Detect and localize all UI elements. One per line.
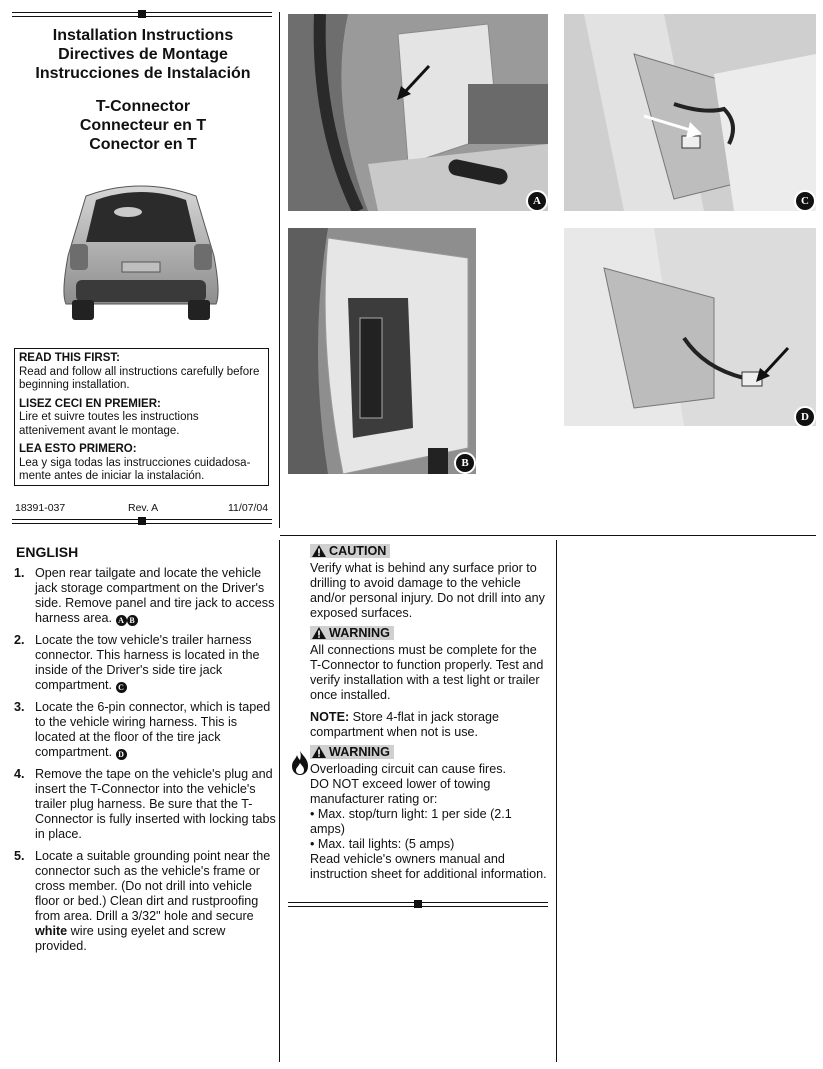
- caution-label-text: CAUTION: [329, 544, 387, 558]
- step-number: 2.: [14, 633, 25, 647]
- product-french: Connecteur en T: [79, 117, 207, 134]
- english-heading: ENGLISH: [16, 544, 79, 560]
- warning-line: • Max. tail lights: (5 amps): [310, 837, 455, 851]
- caution-text: Verify what is behind any surface prior to drilling to avoid damage to the vehicle and/or personal injury. Do not drill into any exposed surfaces.: [310, 561, 545, 620]
- top-rule-marker: [138, 10, 146, 18]
- note: [310, 710, 548, 740]
- product-english: T-Connector: [95, 98, 191, 115]
- caution-label: [310, 544, 390, 558]
- photo-d: [564, 228, 816, 426]
- step-1: [14, 566, 276, 626]
- read-first-heading-es: LEA ESTO PRIMERO:: [19, 443, 137, 455]
- photo-ref-a: A: [116, 615, 127, 626]
- step-text: Locate a suitable grounding point near the connector such as the vehicle's frame or cross member. (Do not drill into vehicle floor or bed.) Clean dirt and rustproofing from area. Drill a 3/32" hole and secure: [35, 849, 271, 923]
- step-number: 4.: [14, 767, 25, 781]
- photo-b: [288, 228, 476, 474]
- title-spanish: Instrucciones de Instalación: [35, 65, 251, 82]
- title-english: Installation Instructions: [52, 27, 234, 44]
- warning-label-text: WARNING: [329, 626, 390, 640]
- step-2: [14, 633, 276, 693]
- step-text: Remove the tape on the vehicle's plug and insert the T-Connector into the vehicle's trailer plug harness. Be sure that the T-Connector is fully inserted with locking tabs in place.: [35, 767, 276, 841]
- column-divider-right: [556, 540, 557, 1062]
- photo-label-a: A: [526, 190, 548, 211]
- warning-block-1: [310, 626, 548, 740]
- date: 11/07/04: [228, 502, 269, 514]
- step-number: 3.: [14, 700, 25, 714]
- read-first-heading-en: READ THIS FIRST:: [19, 352, 120, 364]
- warning-label: [310, 745, 394, 759]
- read-first-text-en: Read and follow all instructions carefully before beginning installation.: [19, 365, 260, 391]
- warning-line: DO NOT exceed lower of towing manufacturer rating or:: [310, 777, 491, 806]
- read-first-text-fr: Lire et suivre toutes les instructions attenivement avant le montage.: [19, 411, 199, 437]
- photo-label-c: C: [794, 190, 816, 211]
- fire-icon: [290, 750, 310, 776]
- arrow-pointer-icon: [393, 62, 433, 102]
- warning-line: Overloading circuit can cause fires.: [310, 762, 506, 776]
- arrow-pointer-icon: [752, 344, 792, 384]
- vehicle-rear-illustration: [56, 176, 226, 336]
- warning-line: • Max. stop/turn light: 1 per side (2.1 amps): [310, 807, 512, 836]
- warning-line: Read vehicle's owners manual and instruction sheet for additional information.: [310, 852, 547, 881]
- note-text: Store 4-flat in jack storage compartment when not is use.: [310, 710, 499, 739]
- step-5: [14, 849, 276, 954]
- photo-a: [288, 14, 548, 211]
- arrow-pointer-icon: [642, 110, 704, 140]
- photo-ref-b: B: [127, 615, 138, 626]
- note-label: NOTE:: [310, 710, 350, 724]
- step-text: Open rear tailgate and locate the vehicle jack storage compartment on the Driver's side. Remove panel and tire jack to access harness area.: [35, 566, 275, 625]
- step-text-bold: white: [35, 924, 68, 938]
- step-number: 1.: [14, 566, 25, 580]
- photo-ref-d: D: [116, 749, 127, 760]
- warning-label: [310, 626, 394, 640]
- part-number: 18391-037: [15, 502, 66, 514]
- read-first-text-es: Lea y siga todas las instrucciones cuidadosa-mente antes de iniciar la instalación.: [19, 456, 251, 482]
- title-block: [14, 26, 272, 154]
- header-bottom-marker: [138, 517, 146, 525]
- warning-label-text: WARNING: [329, 745, 390, 759]
- read-first-box: [14, 348, 269, 486]
- revision: Rev. A: [128, 502, 159, 514]
- step-text: wire using eyelet and screw provided.: [35, 924, 226, 953]
- warning-block-2: [310, 745, 548, 882]
- product-spanish: Conector en T: [89, 136, 197, 153]
- warning-triangle-icon: [312, 545, 326, 557]
- warning-triangle-icon: [312, 627, 326, 639]
- photo-c: [564, 14, 816, 211]
- column-divider-left: [279, 540, 280, 1062]
- step-text: Locate the 6-pin connector, which is taped to the vehicle wiring harness. This is located at the floor of the tire jack compartment.: [35, 700, 271, 759]
- photo-label-d: D: [794, 406, 816, 426]
- photo-label-b: B: [454, 452, 476, 474]
- section-divider: [280, 535, 816, 536]
- step-4: [14, 767, 276, 842]
- read-first-heading-fr: LISEZ CECI EN PREMIER:: [19, 397, 161, 410]
- warning-end-marker: [414, 900, 422, 908]
- photo-ref-c: C: [116, 682, 127, 693]
- installation-steps: [14, 566, 276, 961]
- step-3: [14, 700, 276, 760]
- step-number: 5.: [14, 849, 25, 863]
- title-french: Directives de Montage: [58, 46, 228, 63]
- step-text: Locate the tow vehicle's trailer harness connector. This harness is located in the inside of the Driver's side tire jack compartment.: [35, 633, 260, 692]
- warning-text: All connections must be complete for the T-Connector to function properly. Test and verify installation with a test light or trailer once installed.: [310, 643, 544, 702]
- warning-triangle-icon: [312, 746, 326, 758]
- column-divider-top: [279, 12, 280, 528]
- caution-block: [310, 544, 548, 621]
